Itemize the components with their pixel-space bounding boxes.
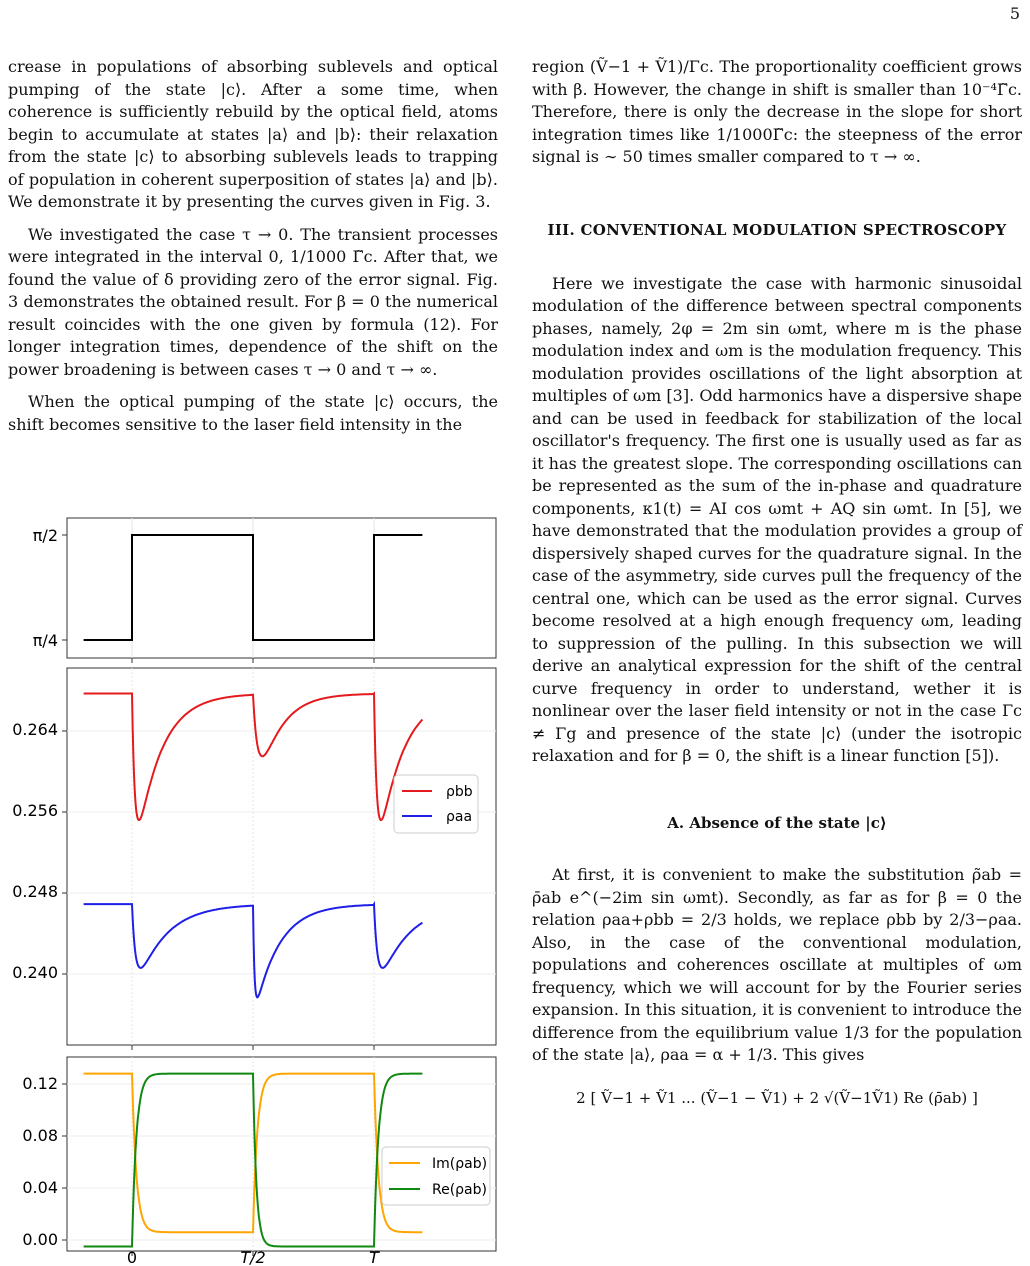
panel3-ytick: 0.08 [22, 1126, 58, 1145]
legend-panel3 [382, 1147, 490, 1205]
figure-3 [0, 505, 505, 1266]
phase-series-line [84, 535, 423, 640]
panel2-ytick: 0.264 [12, 720, 58, 739]
left-column [8, 56, 498, 446]
panel1-ytick: π/4 [32, 631, 58, 650]
right-paragraph-2: Here we investigate the case with harmonic sinusoidal modulation of the difference between spectral components phases, namely, 2φ = 2m sin ωmt, where m is the phase modulation index and ωm is the modulation frequency. This modulation provides oscillations of the light absorption at multiples of ωm [3]. Odd harmonics have a dispersive shape and can be used in feedback for stabilization of the local oscillator's frequency. The first one is usually used as far as it has the greatest slope. The corresponding oscillations can be represented as the sum of the in-phase and quadrature components, κ1(t) = AI cos ωmt + AQ sin ωmt. In [5], we have demonstrated that the modulation provides a group of dispersively shaped curves for the quadrature signal. In the case of the asymmetry, side curves pull the frequency of the central one, which can be used as the error signal. Curves become resolved at a high enough frequency ωm, leading to suppression of the pulling. In this subsection we will derive an analytical expression for the shift of the central curve frequency in order to understand, wether it is nonlinear over the laser field intensity or not in the case Γc ≠ Γg and presence of the state |c⟩ (under the isotropic relaxation and for β = 0, the shift is a linear function [5]). [532, 273, 1022, 765]
equation-fragment: 2 [ Ṽ−1 + Ṽ1 ... (Ṽ−1 − Ṽ1) + 2 √(Ṽ−1Ṽ1) Re (ρ̄ab) ] [576, 1088, 978, 1107]
panel2-ytick: 0.256 [12, 801, 58, 820]
left-paragraph-1: crease in populations of absorbing sublevels and optical pumping of the state |c⟩. After a some time, when coherence is sufficiently rebuild by the optical field, atoms begin to accumulate at states |a⟩ and |b⟩: their relaxation from the state |c⟩ to absorbing sublevels leads to trapping of population in coherent superposition of states |a⟩ and |b⟩. We demonstrate it by presenting the curves given in Fig. 3. [8, 57, 498, 211]
legend-label-rho-bb: ρbb [446, 784, 473, 800]
panel3-ytick: 0.00 [22, 1230, 58, 1249]
panel2-ytick: 0.240 [12, 963, 58, 982]
right-paragraph-3: At first, it is convenient to make the substitution ρ̃ab = ρ̄ab e^(−2im sin ωmt). Secondly, as far as for β = 0 the relation ρaa+ρbb = 2/3 holds, we replace ρbb by 2/3−ρaa. Also, in the case of the conventional modulation, populations and coherences oscillate at multiples of ωm frequency, which we will account for by the Fourier series expansion. In this situation, it is convenient to introduce the difference from the equilibrium value 1/3 for the population of the state |a⟩, ρaa = α + 1/3. This gives [532, 865, 1022, 1064]
panel2-ytick: 0.248 [12, 882, 58, 901]
left-paragraph-2: We investigated the case τ → 0. The transient processes were integrated in the interval 0, 1/1000 Γ̃c. After that, we found the value of δ providing zero of the error signal. Fig. 3 demonstrates the obtained result. For β = 0 the numerical result coincides with the one given by formula (12). For longer integration times, dependence of the shift on the power broadening is between cases τ → 0 and τ → ∞. [8, 224, 498, 379]
right-column [532, 56, 1022, 1111]
section-heading: III. CONVENTIONAL MODULATION SPECTROSCOPY [547, 220, 1007, 239]
legend-panel2 [394, 775, 478, 833]
page-number: 5 [1009, 4, 1020, 23]
legend-label-re: Re(ρab) [432, 1182, 487, 1198]
xtick-label: T [369, 1248, 379, 1266]
subsection-heading: A. Absence of the state |c⟩ [667, 813, 887, 832]
panel3-ytick: 0.04 [22, 1178, 58, 1197]
left-paragraph-3: When the optical pumping of the state |c⟩ occurs, the shift becomes sensitive to the laser field intensity in the [8, 392, 498, 434]
panel-2-frame [67, 668, 496, 1045]
rho-aa-series-line [84, 904, 423, 997]
right-paragraph-1: region (Ṽ−1 + Ṽ1)/Γc. The proportionality coefficient grows with β. However, the change in shift is smaller than 10⁻⁴Γ̃c. Therefore, there is only the decrease in the slope for short integration times like 1/1000Γ̃c: the steepness of the error signal is ∼ 50 times smaller compared to τ → ∞. [532, 57, 1022, 166]
legend-label-im: Im(ρab) [432, 1156, 488, 1172]
xtick-label: 0 [126, 1248, 138, 1266]
legend-label-rho-aa: ρaa [446, 809, 473, 825]
panel1-ytick: π/2 [32, 526, 58, 545]
xtick-label: T/2 [240, 1248, 266, 1266]
panel3-ytick: 0.12 [22, 1074, 58, 1093]
